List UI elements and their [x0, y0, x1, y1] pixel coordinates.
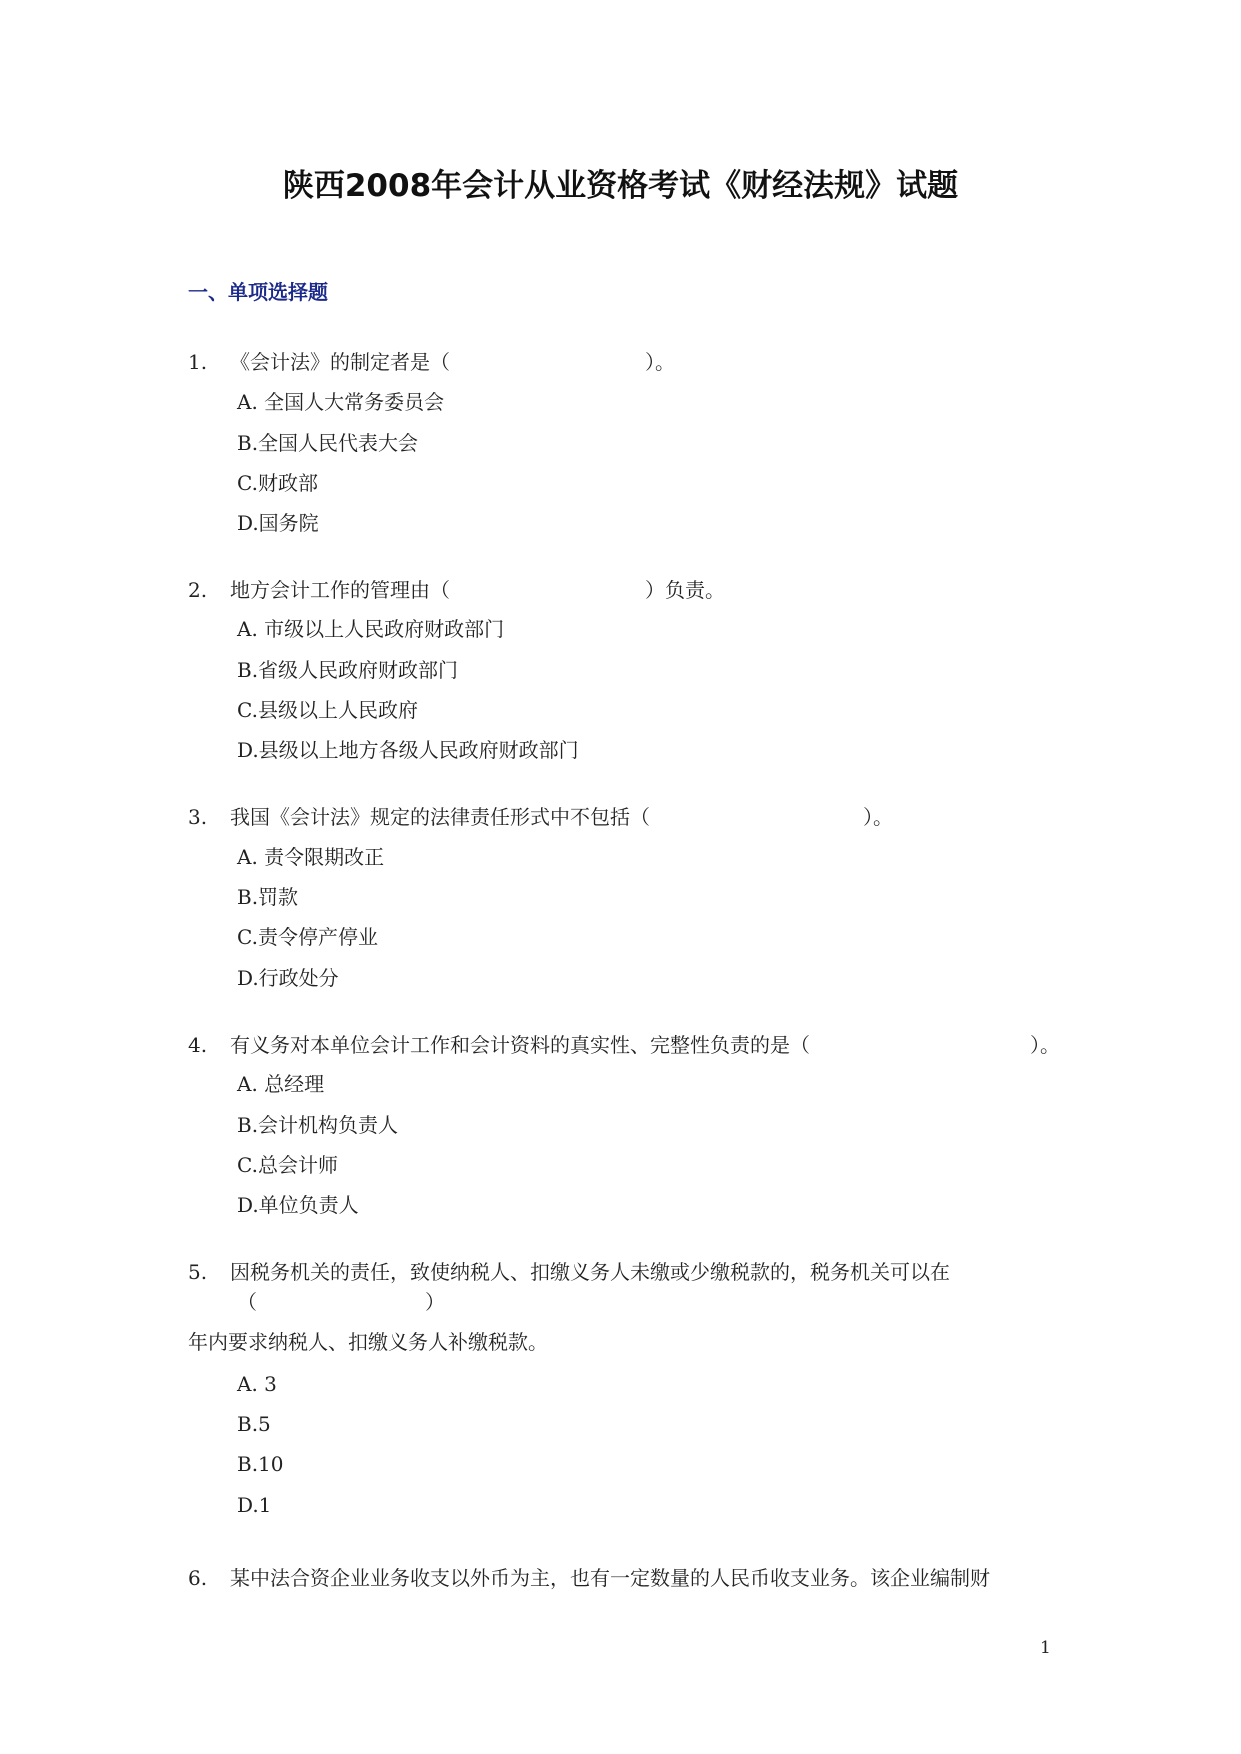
- question-stem: 因税务机关的责任，致使纳税人、扣缴义务人未缴或少缴税款的，税务机关可以在: [230, 1260, 950, 1284]
- option-c: C.财政部: [237, 471, 318, 495]
- option-c: C.县级以上人民政府: [237, 698, 418, 722]
- option-a: A. 责令限期改正: [237, 845, 385, 869]
- option-b: B.全国人民代表大会: [237, 431, 419, 455]
- option-b: B.会计机构负责人: [237, 1113, 399, 1137]
- option-c: C.总会计师: [237, 1153, 338, 1177]
- option-b: B.省级人民政府财政部门: [237, 658, 459, 682]
- question-stem-continuation: 年内要求纳税人、扣缴义务人补缴税款。: [188, 1330, 548, 1354]
- option-a: A. 3: [237, 1372, 277, 1396]
- question-number: 2.: [188, 578, 208, 602]
- question-number: 6.: [188, 1566, 208, 1590]
- question-stem: 我国《会计法》规定的法律责任形式中不包括（: [230, 805, 650, 829]
- question-number: 1.: [188, 350, 208, 374]
- question-stem: 《会计法》的制定者是（: [230, 350, 450, 374]
- option-a: A. 总经理: [237, 1072, 325, 1096]
- answer-paren-open: （: [237, 1290, 257, 1314]
- option-d: D.县级以上地方各级人民政府财政部门: [237, 738, 579, 762]
- question-number: 3.: [188, 805, 208, 829]
- question-stem-end: ）负责。: [645, 578, 725, 602]
- question-stem-end: ）。: [645, 350, 675, 374]
- option-b: B.5: [237, 1412, 271, 1436]
- option-d: D.单位负责人: [237, 1193, 359, 1217]
- option-a: A. 全国人大常务委员会: [237, 390, 445, 414]
- question-stem-end: ）。: [1030, 1033, 1060, 1057]
- option-d: D.国务院: [237, 511, 319, 535]
- question-number: 4.: [188, 1033, 208, 1057]
- question-number: 5.: [188, 1260, 208, 1284]
- answer-paren-close: ）: [425, 1290, 445, 1314]
- section-heading: 一、单项选择题: [188, 280, 328, 304]
- question-stem: 有义务对本单位会计工作和会计资料的真实性、完整性负责的是（: [230, 1033, 810, 1057]
- option-d: D.1: [237, 1493, 272, 1517]
- question-stem-end: ）。: [863, 805, 893, 829]
- option-a: A. 市级以上人民政府财政部门: [237, 617, 505, 641]
- question-stem: 地方会计工作的管理由（: [230, 578, 450, 602]
- page-number: 1: [1040, 1638, 1051, 1658]
- option-c: C.责令停产停业: [237, 925, 378, 949]
- question-stem: 某中法合资企业业务收支以外币为主，也有一定数量的人民币收支业务。该企业编制财: [230, 1566, 990, 1590]
- page-title: 陕西2008年会计从业资格考试《财经法规》试题: [282, 168, 959, 204]
- option-d: D.行政处分: [237, 966, 339, 990]
- option-b: B.罚款: [237, 885, 299, 909]
- option-c: B.10: [237, 1452, 284, 1476]
